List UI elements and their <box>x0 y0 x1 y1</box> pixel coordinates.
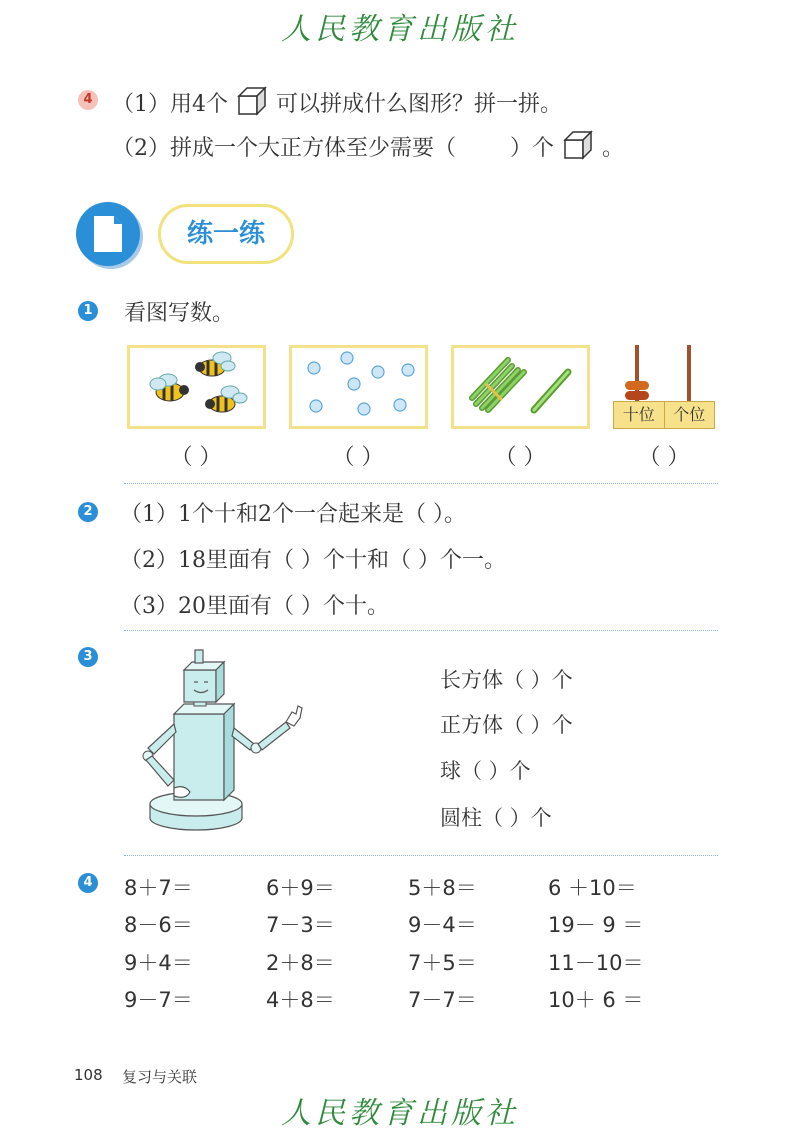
document-icon <box>76 202 140 266</box>
answer-blank: （ ） <box>332 445 384 470</box>
question-badge: 4 <box>78 90 98 110</box>
cuboid-count: 长方体（ ）个 <box>440 668 573 692</box>
calc-item: 9－4＝ <box>408 913 477 937</box>
exercise-4-badge: 4 <box>78 873 98 893</box>
publisher-footer: 人民教育出版社 <box>281 1096 519 1131</box>
abacus-picture <box>613 345 715 431</box>
calc-item: 8＋7＝ <box>124 876 193 900</box>
exercise-2-line-1: （1）1个十和2个一合起来是（ ）。 <box>120 502 466 527</box>
stick-bundle-icon <box>454 348 587 426</box>
exercise-1-instruction: 看图写数。 <box>124 301 235 326</box>
cube-count: 正方体（ ）个 <box>440 713 573 737</box>
abacus-bead <box>625 391 649 400</box>
calc-item: 11－10＝ <box>548 951 644 975</box>
abacus-place-labels <box>613 401 715 429</box>
calc-item: 19－ 9 ＝ <box>548 913 644 937</box>
bee-icon <box>130 348 263 426</box>
cylinder-count: 圆柱（ ）个 <box>440 806 552 830</box>
calc-item: 7＋5＝ <box>408 951 477 975</box>
top-q2-text-post: ）个 <box>510 136 555 161</box>
top-q2-text-pre: （2）拼成一个大正方体至少需要（ <box>112 136 456 161</box>
calc-item: 9－7＝ <box>124 988 193 1012</box>
page-number: 108 <box>74 1066 103 1084</box>
calc-item: 2＋8＝ <box>266 951 335 975</box>
abacus-bead <box>625 381 649 390</box>
calc-item: 8－6＝ <box>124 913 193 937</box>
robot-icon <box>134 648 324 840</box>
snowflakes-picture <box>289 345 428 429</box>
ones-place-label: 个位 <box>673 405 706 424</box>
divider <box>124 855 718 856</box>
practice-icon <box>76 202 140 266</box>
answer-blank: （ ） <box>638 445 690 470</box>
exercise-2-line-2: （2）18里面有（ ）个十和（ ）个一。 <box>120 548 506 573</box>
calc-item: 5＋8＝ <box>408 876 477 900</box>
exercise-3-badge: 3 <box>78 647 98 667</box>
exercise-2-badge: 2 <box>78 502 98 522</box>
exercise-2-line-3: （3）20里面有（ ）个十。 <box>120 594 389 619</box>
calc-item: 6 ＋10＝ <box>548 876 637 900</box>
snowflake-icon <box>292 348 425 426</box>
calc-item: 10＋ 6 ＝ <box>548 988 644 1012</box>
bees-picture <box>127 345 266 429</box>
divider <box>124 483 718 484</box>
sphere-count: 球（ ）个 <box>440 759 531 783</box>
tens-place-label: 十位 <box>614 402 665 428</box>
calc-item: 6＋9＝ <box>266 876 335 900</box>
practice-title: 练一练 <box>158 204 294 264</box>
abacus-rod-ones <box>687 345 691 401</box>
top-q1-text-pre: （1）用4个 <box>112 92 228 117</box>
robot-illustration <box>134 648 324 840</box>
top-question-2 <box>112 130 624 162</box>
sticks-picture <box>451 345 590 429</box>
top-q2-text-end: 。 <box>602 136 625 161</box>
calc-item: 4＋8＝ <box>266 988 335 1012</box>
answer-blank: （ ） <box>494 445 546 470</box>
calc-item: 7－7＝ <box>408 988 477 1012</box>
answer-blank: （ ） <box>170 445 222 470</box>
cube-icon <box>237 86 267 116</box>
exercise-1-badge: 1 <box>78 301 98 321</box>
divider <box>124 630 718 631</box>
calc-item: 9＋4＝ <box>124 951 193 975</box>
top-q1-text-post: 可以拼成什么图形？拼一拼。 <box>276 92 563 117</box>
calc-item: 7－3＝ <box>266 913 335 937</box>
section-name: 复习与关联 <box>122 1068 198 1086</box>
top-question-1 <box>112 86 562 118</box>
cube-icon <box>563 130 593 160</box>
publisher-header: 人民教育出版社 <box>281 12 519 47</box>
